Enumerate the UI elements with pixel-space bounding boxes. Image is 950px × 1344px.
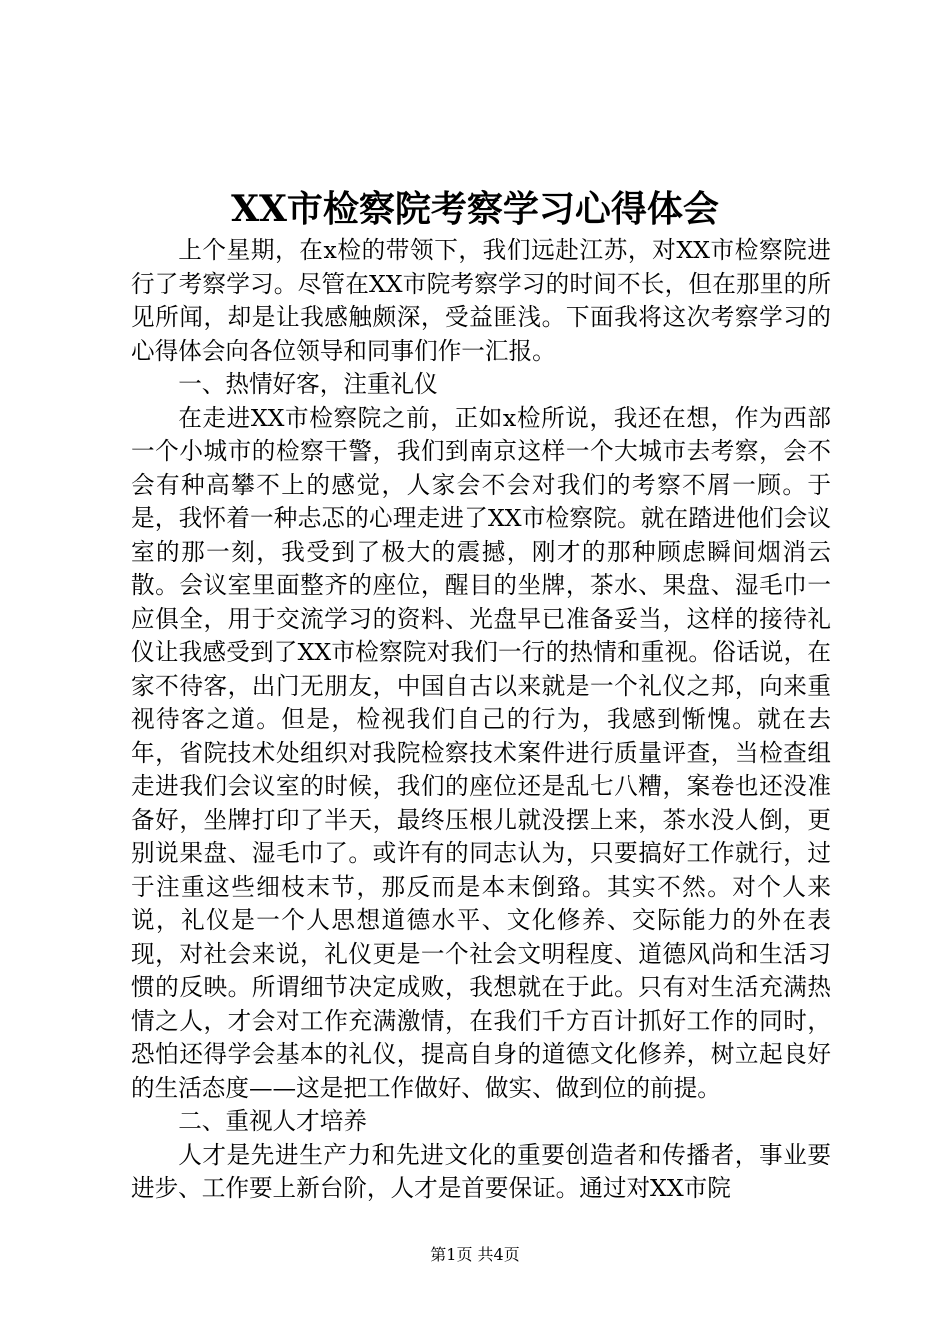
section-heading-2: 二、重视人才培养 bbox=[178, 1107, 367, 1135]
document-body bbox=[131, 234, 831, 1206]
document-title: XX市检察院考察学习心得体会 bbox=[231, 188, 719, 230]
page-footer: 第1页 共4页 bbox=[430, 1245, 520, 1264]
paragraph-section-2: 人才是先进生产力和先进文化的重要创造者和传播者，事业要进步、工作要上新台阶，人才是首要保证。通过对XX市院 bbox=[131, 1140, 831, 1202]
paragraph-intro: 上个星期，在x检的带领下，我们远赴江苏，对XX市检察院进行了考察学习。尽管在XX市院考察学习的时间不长，但在那里的所见所闻，却是让我感触颇深，受益匪浅。下面我将这次考察学习的心得体会向各位领导和同事们作一汇报。 bbox=[131, 236, 831, 365]
section-heading-1: 一、热情好客，注重礼仪 bbox=[178, 370, 438, 398]
paragraph-section-1: 在走进XX市检察院之前，正如x检所说，我还在想，作为西部一个小城市的检察干警，我们到南京这样一个大城市去考察，会不会有种高攀不上的感觉，人家会不会对我们的考察不屑一顾。于是，我怀着一种忐忑的心理走进了XX市检察院。就在踏进他们会议室的那一刻，我受到了极大的震撼，刚才的那种顾虑瞬间烟消云散。会议室里面整齐的座位，醒目的坐牌，茶水、果盘、湿毛巾一应俱全，用于交流学习的资料、光盘早已准备妥当，这样的接待礼仪让我感受到了XX市检察院对我们一行的热情和重视。俗话说，在家不待客，出门无朋友，中国自古以来就是一个礼仪之邦，向来重视待客之道。但是，检视我们自己的行为，我感到惭愧。就在去年，省院技术处组织对我院检察技术案件进行质量评查，当检查组走进我们会议室的时候，我们的座位还是乱七八糟，案卷也还没准备好，坐牌打印了半天，最终压根儿就没摆上来，茶水没人倒，更别说果盘、湿毛巾了。或许有的同志认为，只要搞好工作就行，过于注重这些细枝末节，那反而是本末倒臵。其实不然。对个人来说，礼仪是一个人思想道德水平、文化修养、交际能力的外在表现，对社会来说，礼仪更是一个社会文明程度、道德风尚和生活习惯的反映。所谓细节决定成败，我想就在于此。只有对生活充满热情之人，才会对工作充满激情，在我们千方百计抓好工作的同时，恐怕还得学会基本的礼仪，提高自身的道德文化修养，树立起良好的生活态度——这是把工作做好、做实、做到位的前提。 bbox=[131, 403, 831, 1102]
